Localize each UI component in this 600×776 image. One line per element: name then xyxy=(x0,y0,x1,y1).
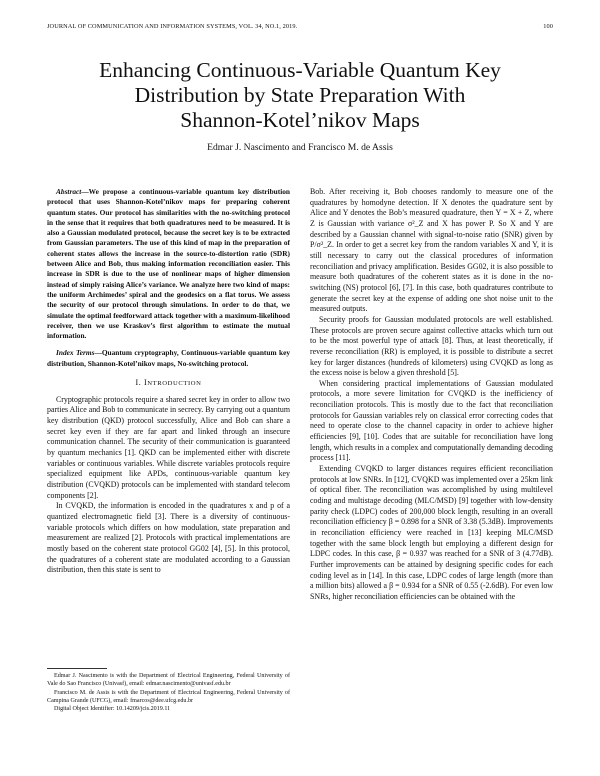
right-column xyxy=(310,187,553,603)
abstract-text: —We propose a continuous-variable quantum key distribution protocol that uses Shannon-Kotel’nikov maps for preparing coherent quantum states. Our protocol has similarities with the no-switching protocol in the sense that it requires that both quadratures need to be measured. It is also a Gaussian modulated protocol, because the secret key is to be extracted from Gaussian parameters. The use of this kind of map in the preparation of coherent states allows the increase in the source-to-distortion ratio (SDR) between Alice and Bob, thus making information reconciliation easier. This increase in SDR is due to the use of nonlinear maps of higher dimension instead of simply raising Alice’s variance. We analyze here two kind of maps: the uniform Archimedes’ spiral and the geodesics on a flat torus. We assess the security of our protocol through simulations. In order to do that, we simulate the optimal feedforward attack together with a maximum-likelihood receiver, then we use Kraskov’s first algorithm to estimate the mutual information. xyxy=(47,187,290,341)
section-heading-introduction xyxy=(47,378,290,390)
section-title-initial: I xyxy=(144,378,148,388)
title-line-1: Enhancing Continuous-Variable Quantum Key xyxy=(99,58,501,82)
intro-paragraph-1: Cryptographic protocols require a shared secret key in order to allow two parties Alice and Bob to communicate in secrecy. By carrying out a quantum key distribution (QKD) protocol successfully, Alice and Bob can share a secret key even if they are far apart and linked through an insecure communication channel. The security of their communication is guaranteed by quantum mechanics [1]. QKD can be implemented either with discrete variables or continuous variables. While discrete variables protocols require specialized equipment like APDs, continuous-variable quantum key distribution (CVQKD) protocols can be implemented with standard telecom components [2]. xyxy=(47,394,290,500)
footnote-doi: Digital Object Identifier: 10.14209/jcis.2019.11 xyxy=(54,706,171,713)
section-numeral: I. xyxy=(135,378,142,388)
running-head xyxy=(47,23,553,30)
body-paragraph-4: Extending CVQKD to larger distances requires efficient reconciliation protocols at low SNRs. In [12], CVQKD was implemented over a 25km link of optical fiber. The reconciliation was accomplished by using multilevel coding and multistage decoding (MLC/MSD) [9] together with low-density parity check (LDPC) codes of 200,000 block length, resulting in an overall reconciliation efficiency β = 0.898 for a SNR of 3.38 (5.3dB). Improvements in reconciliation efficiency were reached in [13] keeping MLC/MSD together with the same block length but employing a different design for LDPC codes. In this case, β = 0.937 was reached for a SNR of 3 (4.77dB). Further improvements can be attained by designing specific codes for each coding level as in [14]. In this case, LDPC codes of large length (more than a million bits) allowed a β = 0.934 for a SNR of 0.55 (-2.6dB). For even low SNRs, higher reconciliation efficiencies can be obtained with the xyxy=(310,464,554,601)
body-paragraph-3: When considering practical implementations of Gaussian modulated protocols, a more severe limitation for CVQKD is the inefficiency of reconciliation protocols. This is mostly due to the fact that reconciliation protocols for Gaussian variables rely on classical error correcting codes that need to operate close to the channel capacity in order to achieve higher efficiencies [9], [10]. Codes that are suitable for reconciliation have long length, which results in a complex and computationally demanding decoding process [11]. xyxy=(310,378,553,463)
left-column xyxy=(47,187,290,576)
body-paragraph-2: Security proofs for Gaussian modulated protocols are well established. These protocols are proven secure against collective attacks which turn out to be the most powerful type of attack [8]. Thus, at least theoretically, if reverse reconciliation (RR) is employed, it is possible to distribute a secret key for larger distances (hundreds of kilometers) using CVQKD as long as the excess noise is below a given threshold [5]. xyxy=(310,314,553,378)
authors: Edmar J. Nascimento and Francisco M. de Assis xyxy=(207,142,393,153)
paper-title xyxy=(40,58,560,133)
footnote-author-2: Francisco M. de Assis is with the Department of Electrical Engineering, Federal University of Campina Grande (UFCG), email: fmarcos@dee.ufcg.edu.br xyxy=(47,689,290,704)
abstract-lead: Abstract xyxy=(56,187,82,196)
index-terms-lead: Index Terms xyxy=(56,348,95,358)
footnotes xyxy=(47,668,290,713)
journal-name: JOURNAL OF COMMUNICATION AND INFORMATION SYSTEMS, VOL. 34, NO.1, 2019. xyxy=(47,23,298,30)
page-number: 100 xyxy=(543,23,553,30)
title-line-3: Shannon-Kotel’nikov Maps xyxy=(180,108,420,132)
title-line-2: Distribution by State Preparation With xyxy=(134,83,466,107)
footnote-author-1: Edmar J. Nascimento is with the Department of Electrical Engineering, Federal University of Vale do Sao Francisco (Univasf), email: edmar.nascimento@univasf.edu.br xyxy=(47,673,290,688)
footnote-rule xyxy=(47,668,107,669)
abstract xyxy=(47,187,290,341)
intro-paragraph-2: In CVQKD, the information is encoded in the quadratures x and p of a quantized electromagnetic field [3]. There is a diversity of continuous-variable protocols which differs on how modulation, state preparation and measurement are realized [2]. Protocols with practical implementations are mostly based on the coherent state protocol GG02 [4], [5]. In this protocol, the quadratures of a coherent state are modulated according to a Gaussian distribution, then this state is sent to xyxy=(47,501,290,575)
index-terms-text: —Quantum cryptography, Continuous-variable quantum key distribution, Shannon-Kotel’nikov maps, No-switching protocol. xyxy=(47,348,290,368)
index-terms xyxy=(47,348,290,369)
body-paragraph-1: Bob. After receiving it, Bob chooses randomly to measure one of the quadratures by homodyne detection. If X denotes the quadrature sent by Alice and Y denotes the Bob’s measured quadrature, then Y = X + Z, where Z is Gaussian with variance σ²_Z and X has power P. So X and Y are described by a Gaussian channel with signal-to-noise ratio (SNR) given by P/σ²_Z. In order to get a secret key from the random variables X and Y, it is still necessary to carry out the classical procedures of information reconciliation and privacy amplification. Besides GG02, it is also possible to measure both quadratures of the coherent states as it is done in the no-switching (NS) protocol [6], [7]. In this case, both quadratures contribute to generate the secret key at the expense of adding one shot noise unit to the measured outputs. xyxy=(310,187,553,314)
section-title-rest: NTRODUCTION xyxy=(147,380,202,388)
section-title xyxy=(144,378,201,387)
